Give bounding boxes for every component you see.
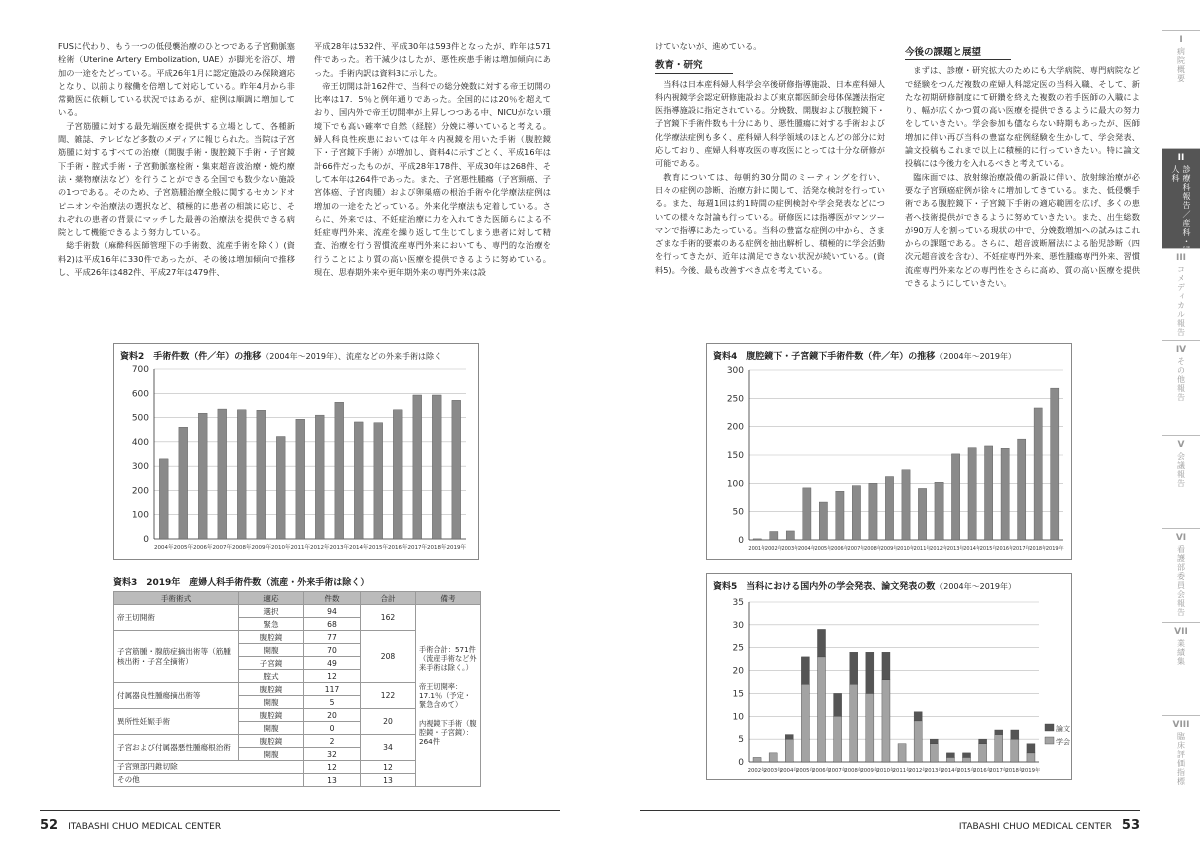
- x-tick-label: 2009年: [880, 546, 899, 552]
- left-text-column-2: [314, 40, 551, 279]
- x-tick-label: 2005年: [795, 768, 815, 774]
- cell-procedure: その他: [114, 774, 304, 787]
- bar-論文: [962, 753, 970, 758]
- bar: [1034, 408, 1042, 540]
- chart-svg: [707, 574, 1071, 779]
- paragraph: けていないが、進めている。: [655, 41, 762, 51]
- section-tab-7[interactable]: [1162, 622, 1200, 716]
- x-tick-label: 2011年: [290, 545, 310, 551]
- bar-学会: [914, 721, 922, 762]
- cell-indication: 腟式: [239, 670, 304, 683]
- y-tick-label: 0: [143, 535, 149, 545]
- x-tick-label: 2009年: [251, 545, 271, 551]
- cell-indication: 腹腔鏡: [239, 683, 304, 696]
- right-text-column-1: [655, 40, 885, 277]
- tab-label: 診療科報告／産科・婦人科: [1171, 165, 1191, 255]
- bar-論文: [930, 739, 938, 744]
- cell-total: 20: [361, 709, 416, 735]
- bar-論文: [946, 753, 954, 758]
- x-tick-label: 2005年: [814, 546, 833, 552]
- section-tab-5[interactable]: [1162, 435, 1200, 529]
- footer-text-left: ITABASHI CHUO MEDICAL CENTER: [68, 822, 222, 832]
- bar-学会: [930, 744, 938, 762]
- section-tab-4[interactable]: [1162, 340, 1200, 436]
- chart-title: [713, 579, 1016, 592]
- cell-total: 208: [361, 631, 416, 683]
- tab-number: VII: [1174, 627, 1188, 637]
- footer-text-right: ITABASHI CHUO MEDICAL CENTER: [958, 822, 1112, 832]
- note-text: 内視鏡下手術（腹腔鏡・子宮鏡）：264件: [419, 719, 477, 746]
- bar-学会: [866, 693, 874, 762]
- x-tick-label: 2011年: [892, 768, 912, 774]
- bar: [159, 459, 168, 539]
- bar-学会: [817, 657, 825, 762]
- section-tab-2[interactable]: [1162, 148, 1200, 255]
- x-tick-label: 2004年: [779, 768, 799, 774]
- y-tick-label: 100: [726, 479, 744, 490]
- bar: [935, 482, 943, 540]
- bar: [1018, 439, 1026, 540]
- bar: [1001, 448, 1009, 540]
- y-tick-label: 400: [131, 437, 149, 448]
- bar-学会: [995, 735, 1003, 762]
- column-header: 件数: [304, 592, 361, 605]
- cell-procedure: 帝王切開術: [114, 605, 239, 631]
- y-tick-label: 30: [732, 620, 744, 631]
- bar: [432, 395, 441, 539]
- x-tick-label: 2019年: [1021, 768, 1041, 774]
- cell-indication: 腹腔鏡: [239, 631, 304, 644]
- bar-学会: [946, 757, 954, 762]
- legend-swatch: [1045, 724, 1054, 731]
- paragraph: 子宮筋腫に対する最先端医療を提供する立場として、各種新聞、雑誌、テレビなど多数のメディアに報じられた。当院は子宮筋腫に対するすべての治療（開腹手術・腹腔鏡下手術・子宮鏡下手術・腟式手術・子宮動脈塞栓術・集束超音波治療・焼灼療法・薬物療法など）を行うことができる全国でも数少ない施設の1つである。そのため、子宮筋腫治療全般に関するセカンドオピニオンや治療法の選択など、積極的に患者の相談に応じ、それぞれの患者の背景にマッチした最善の治療法を提供できる病院として機能できるよう努力している。: [58, 120, 295, 238]
- chart-title: [120, 349, 442, 362]
- tab-number: VI: [1175, 533, 1187, 543]
- x-tick-label: 2008年: [844, 768, 864, 774]
- bar: [1051, 388, 1059, 540]
- bar: [753, 539, 761, 540]
- bar: [413, 395, 422, 539]
- bar: [452, 400, 461, 539]
- tab-number: IV: [1175, 345, 1187, 355]
- footer-left: [40, 818, 221, 833]
- bar-論文: [995, 730, 1003, 735]
- x-tick-label: 2019年: [446, 545, 466, 551]
- y-tick-label: 600: [131, 389, 149, 400]
- bar: [770, 532, 778, 541]
- bar: [393, 410, 402, 539]
- y-tick-label: 10: [732, 712, 744, 723]
- chart-presentations: [706, 573, 1072, 780]
- column-header: 手術術式: [114, 592, 239, 605]
- bar: [836, 491, 844, 540]
- tab-label: 会議報告: [1176, 452, 1186, 488]
- cell-indication: 選択: [239, 605, 304, 618]
- bar: [852, 486, 860, 540]
- chart-title-main: 資料5 当科における国内外の学会発表、論文発表の数: [713, 582, 936, 592]
- y-tick-label: 300: [726, 366, 744, 376]
- paragraph: 平成28年は532件、平成30年は593件となったが、昨年は571件であった。若干減少はしたが、悪性疾患手術は増加傾向にあった。手術内訳は資料3に示した。: [314, 41, 551, 78]
- section-tab-1[interactable]: [1162, 30, 1200, 149]
- y-tick-label: 0: [738, 758, 744, 768]
- x-tick-label: 2007年: [828, 768, 848, 774]
- table-header-row: [114, 592, 481, 605]
- y-tick-label: 5: [738, 735, 744, 746]
- bar: [374, 423, 383, 539]
- bar-学会: [882, 680, 890, 762]
- cell-procedure: 異所性妊娠手術: [114, 709, 239, 735]
- bar-論文: [979, 739, 987, 744]
- chart-title-sub: （2004年〜2019年）: [935, 582, 1016, 591]
- cell-indication: 開腹: [239, 722, 304, 735]
- x-tick-label: 2017年: [1012, 546, 1031, 552]
- column-header: 備考: [416, 592, 481, 605]
- cell-indication: 開腹: [239, 696, 304, 709]
- x-tick-label: 2007年: [847, 546, 866, 552]
- cell-count: 117: [304, 683, 361, 696]
- chart-title-sub: （2004年〜2019年）、流産などの外来手術は除く: [261, 352, 442, 361]
- y-tick-label: 250: [726, 394, 744, 405]
- paragraph: 総手術数（麻酔科医師管理下の手術数、流産手術を除く）(資料2)は平成16年に330件であったが、その後は増加傾向で推移し、平成26年は482件、平成27年は479件、: [58, 240, 295, 278]
- column-header: 適応: [239, 592, 304, 605]
- cell-count: 49: [304, 657, 361, 670]
- bar-学会: [785, 739, 793, 762]
- x-tick-label: 2018年: [1005, 768, 1025, 774]
- x-tick-label: 2006年: [193, 545, 213, 551]
- x-tick-label: 2008年: [864, 546, 882, 552]
- legend-label: 学会: [1056, 738, 1070, 746]
- bar-論文: [850, 652, 858, 684]
- bar-学会: [801, 684, 809, 762]
- cell-procedure: 子宮筋腫・腺筋症摘出術等（筋腫核出術・子宮全摘術）: [114, 631, 239, 683]
- tab-label: その他報告: [1176, 357, 1186, 402]
- cell-notes: [416, 605, 481, 787]
- section-tab-3[interactable]: [1162, 248, 1200, 341]
- bar: [902, 470, 910, 540]
- bar: [869, 483, 877, 540]
- bar-論文: [785, 735, 793, 740]
- x-tick-label: 2016年: [996, 546, 1015, 552]
- bar: [918, 488, 926, 540]
- bar: [803, 488, 811, 540]
- bar: [885, 477, 893, 540]
- tab-number: I: [1179, 35, 1183, 45]
- paragraph: 当科は日本産科婦人科学会卒後研修指導施設、日本産科婦人科内視鏡学会認定研修施設および東京都医師会母体保護法指定医指導施設に指定されている。分娩数、開腹および腹腔鏡下・子宮鏡下手術件数も十分にあり、悪性腫瘍に対する手術および化学療法症例も多く、産科婦人科学領域のほとんどの部分に対応しており、産婦人科専攻医の専攻医にとっては十分な研修が可能である。: [655, 78, 885, 169]
- x-tick-label: 2014年: [940, 768, 960, 774]
- bar-論文: [801, 657, 809, 684]
- x-tick-label: 2007年: [212, 545, 232, 551]
- cell-count: 12: [304, 670, 361, 683]
- bar: [335, 402, 344, 539]
- x-tick-label: 2005年: [173, 545, 193, 551]
- tab-label: コメディカル報告: [1176, 265, 1186, 337]
- tab-label: 業績集: [1176, 639, 1186, 666]
- table: [113, 591, 481, 787]
- bar: [968, 448, 976, 540]
- bar: [257, 410, 266, 539]
- x-tick-label: 2015年: [979, 546, 998, 552]
- x-tick-label: 2009年: [860, 768, 880, 774]
- x-tick-label: 2013年: [924, 768, 944, 774]
- column-header: 合計: [361, 592, 416, 605]
- cell-count: 20: [304, 709, 361, 722]
- tab-label: 看護部委員会報告: [1176, 545, 1186, 617]
- bar-論文: [834, 693, 842, 716]
- bar-学会: [962, 757, 970, 762]
- cell-count: 77: [304, 631, 361, 644]
- tab-label: 臨床評価指標: [1176, 732, 1186, 786]
- cell-total: 12: [361, 761, 416, 774]
- cell-count: 12: [304, 761, 361, 774]
- chart-title-main: 資料4 腹腔鏡下・子宮鏡下手術件数（件／年）の推移: [713, 352, 936, 362]
- x-tick-label: 2014年: [349, 545, 369, 551]
- x-tick-label: 2012年: [930, 546, 948, 552]
- footer-right: [959, 818, 1140, 833]
- cell-indication: 腹腔鏡: [239, 735, 304, 748]
- x-tick-label: 2006年: [812, 768, 831, 774]
- bar: [985, 446, 993, 540]
- bar-論文: [882, 652, 890, 679]
- cell-count: 13: [304, 774, 361, 787]
- section-heading-education: 教育・研究: [655, 59, 733, 73]
- y-tick-label: 35: [732, 598, 744, 608]
- x-tick-label: 2018年: [1029, 546, 1048, 552]
- bar: [296, 419, 305, 539]
- x-tick-label: 2013年: [946, 546, 965, 552]
- x-tick-label: 2013年: [329, 545, 349, 551]
- cell-total: 13: [361, 774, 416, 787]
- x-tick-label: 2010年: [876, 768, 896, 774]
- x-tick-label: 2012年: [310, 545, 330, 551]
- chart-endoscopic-surgery: [706, 343, 1072, 560]
- page-number-right: 53: [1121, 818, 1140, 833]
- table-surgery-breakdown: [113, 575, 481, 787]
- legend-swatch: [1045, 737, 1054, 744]
- bar-学会: [850, 684, 858, 762]
- paragraph: 臨床面では、放射線治療設備の新設に伴い、放射線治療が必要な子宮頸癌症例が徐々に増加してきている。また、低侵襲手術である腹腔鏡下・子宮鏡下手術の適応範囲を広げ、多くの患者へ技術提供ができるように努めていきたい。また、出生総数が90万人を割っている現状の中で、分娩数増加への試みはこれからの課題である。さらに、超音波断層法による胎児診断（四次元超音波を含む）、不妊症専門外来、悪性腫瘍専門外来、習慣流産専門外来などの専門性をさらに高め、質の高い医療を提供できるようにしていきたい。: [905, 171, 1140, 289]
- cell-total: 34: [361, 735, 416, 761]
- cell-procedure: 付属器良性腫瘍摘出術等: [114, 683, 239, 709]
- x-tick-label: 2002年: [747, 768, 767, 774]
- cell-indication: 開腹: [239, 644, 304, 657]
- x-tick-label: 2017年: [407, 545, 427, 551]
- bar-論文: [866, 652, 874, 693]
- bar-論文: [914, 712, 922, 721]
- cell-indication: 腹腔鏡: [239, 709, 304, 722]
- y-tick-label: 0: [738, 536, 744, 546]
- x-tick-label: 2017年: [989, 768, 1009, 774]
- x-tick-label: 2010年: [271, 545, 291, 551]
- note-text: 帝王切開率：17.1％（予定・緊急含めて）: [419, 682, 471, 709]
- bar-学会: [834, 716, 842, 762]
- bar: [786, 531, 794, 540]
- y-tick-label: 20: [732, 666, 744, 677]
- bar-論文: [817, 629, 825, 656]
- cell-count: 70: [304, 644, 361, 657]
- cell-count: 68: [304, 618, 361, 631]
- x-tick-label: 2019年: [1045, 546, 1064, 552]
- footer-rule-right: [640, 810, 1140, 811]
- note-text: 手術合計：571件（流産手術など外来手術は除く。）: [419, 645, 477, 672]
- page-number-left: 52: [40, 818, 59, 833]
- cell-indication: 緊急: [239, 618, 304, 631]
- bar-学会: [1011, 739, 1019, 762]
- cell-indication: 子宮鏡: [239, 657, 304, 670]
- x-tick-label: 2015年: [957, 768, 976, 774]
- x-tick-label: 2004年: [154, 545, 174, 551]
- bar: [237, 410, 246, 539]
- bar: [354, 422, 363, 539]
- paragraph: FUSに代わり、もう一つの低侵襲治療のひとつである子宮動脈塞栓術（Uterine Artery Embolization, UAE）が脚光を浴び、増加の一途をたどっている。平成26年1月に認定施設のみ保険適応となり、以前より稼働を倍増して対応している。昨年4月から非常勤医に依頼している状況ではあるが、症例は順調に増加している。: [58, 41, 295, 118]
- x-tick-label: 2012年: [908, 768, 928, 774]
- chart-title: [713, 349, 1016, 362]
- x-tick-label: 2002年: [764, 546, 783, 552]
- x-tick-label: 2010年: [897, 546, 915, 552]
- right-text-column-2: [905, 40, 1140, 290]
- x-tick-label: 2011年: [913, 546, 932, 552]
- chart-svg: [114, 344, 478, 559]
- x-tick-label: 2003年: [763, 768, 783, 774]
- tab-number: III: [1175, 253, 1187, 263]
- bar: [276, 437, 285, 539]
- cell-count: 32: [304, 748, 361, 761]
- x-tick-label: 2001年: [748, 546, 767, 552]
- bar: [198, 413, 207, 539]
- x-tick-label: 2014年: [963, 546, 981, 552]
- chart-svg: [707, 344, 1071, 559]
- cell-total: 122: [361, 683, 416, 709]
- table-row: [114, 605, 481, 618]
- x-tick-label: 2015年: [368, 545, 388, 551]
- x-tick-label: 2004年: [797, 546, 816, 552]
- bar: [179, 427, 188, 539]
- y-tick-label: 700: [131, 365, 149, 375]
- chart-title-sub: （2004年〜2019年）: [935, 352, 1016, 361]
- bar-論文: [1011, 730, 1019, 739]
- bar-学会: [753, 757, 761, 762]
- bar-学会: [1027, 753, 1035, 762]
- y-tick-label: 150: [726, 451, 744, 461]
- x-tick-label: 2003年: [781, 546, 800, 552]
- x-tick-label: 2016年: [388, 545, 408, 551]
- x-tick-label: 2006年: [831, 546, 849, 552]
- y-tick-label: 300: [131, 462, 149, 473]
- paragraph: まずは、診療・研究拡大のためにも大学病院、専門病院などで経験をつんだ複数の産婦人科認定医の当科入職、そして、新たな初期研修制度にて研鑽を終えた複数の若手医師の入職により、幅が広くかつ質の高い医療を提供できるように最大の努力をしていきたい。学会参加も儘ならない時期もあったが、医師増加に伴い再び当科の豊富な症例経験を生かして、学会発表、論文投稿もこれまで以上に積極的に行っていきたい。特に論文投稿には今後力を入れるべきと考えている。: [905, 65, 1140, 169]
- section-tab-6[interactable]: [1162, 528, 1200, 623]
- chart-title-main: 資料2 手術件数（件／年）の推移: [120, 352, 262, 362]
- bar-学会: [769, 753, 777, 762]
- cell-indication: 開腹: [239, 748, 304, 761]
- bar-学会: [898, 744, 906, 762]
- paragraph: 帝王切開は計162件で、当科での総分娩数に対する帝王切開の比率は17．5％と例年通りであった。全国的には20％を超えており、国内外で帝王切開率が上昇しつつある中、NICUがない環境下でも高い確率で自然（経腟）分娩に導いていると考える。婦人科良性疾患においては年々内視鏡を用いた手術（腹腔鏡下・子宮鏡下手術）が増加し、資料4に示すごとく、平成16年は計66件だったものが、平成28年178件、平成30年は268件、そして本年は264件であった。また、子宮悪性腫瘍（子宮頸癌、子宮体癌、子宮肉腫）および卵巣癌の根治手術や化学療法症例は増加の一途をたどっている。外来化学療法も定着している。さらに、外来では、不妊症治療に力を入れてきた医師らによる不妊症専門外来、流産を繰り返して生じてしまう患者に対して精査、治療を行う習慣流産専門外来においても、専門的な治療を行うことにより質の高い医療を提供できるように努めている。現在、思春期外来や更年期外来の専門外来は設: [314, 80, 551, 278]
- cell-count: 2: [304, 735, 361, 748]
- cell-count: 94: [304, 605, 361, 618]
- section-heading-future: 今後の課題と展望: [905, 46, 1011, 60]
- chart-surgery-count: [113, 343, 479, 560]
- tab-number: VIII: [1172, 720, 1190, 730]
- y-tick-label: 15: [732, 689, 744, 700]
- paragraph: 教育については、毎朝約30分間のミーティングを行い、日々の症例の診断、治療方針に関して、活発な検討を行っている。また、毎週1回は約1時間の症例検討や学会発表などについての様々な討論も行っている。研修医には指導医がマンツーマンで指導にあたっている。当科の豊富な症例の中から、さまざまな手術的要素のある症例を抽出解析し、積極的に学会活動を行ってきたが、近年は満足できない状況が続いている。(資料5)。今後、最も改善すべき点を考えている。: [655, 171, 885, 275]
- legend-label: 論文: [1056, 725, 1070, 733]
- cell-total: 162: [361, 605, 416, 631]
- bar: [951, 454, 959, 540]
- table-title: 資料3 2019年 産婦人科手術件数（流産・外来手術は除く）: [113, 578, 370, 588]
- x-tick-label: 2008年: [232, 545, 252, 551]
- tab-number: II: [1177, 153, 1185, 163]
- y-tick-label: 500: [131, 413, 149, 424]
- bar: [218, 409, 227, 539]
- bar-論文: [1027, 744, 1035, 753]
- cell-count: 0: [304, 722, 361, 735]
- bar: [315, 415, 324, 539]
- footer-rule-left: [40, 810, 560, 811]
- cell-procedure: 子宮および付属器悪性腫瘍根治術: [114, 735, 239, 761]
- y-tick-label: 100: [131, 510, 149, 521]
- section-tab-8[interactable]: [1162, 715, 1200, 808]
- left-text-column-1: [58, 40, 295, 279]
- x-tick-label: 2016年: [973, 768, 993, 774]
- x-tick-label: 2018年: [427, 545, 447, 551]
- bar-学会: [979, 744, 987, 762]
- y-tick-label: 25: [732, 643, 744, 654]
- y-tick-label: 200: [131, 486, 149, 497]
- cell-count: 5: [304, 696, 361, 709]
- tab-label: 病院概要: [1176, 47, 1186, 83]
- y-tick-label: 50: [732, 507, 744, 518]
- tab-number: V: [1177, 440, 1185, 450]
- bar: [819, 502, 827, 540]
- cell-procedure: 子宮頸部円錐切除: [114, 761, 304, 774]
- y-tick-label: 200: [726, 422, 744, 433]
